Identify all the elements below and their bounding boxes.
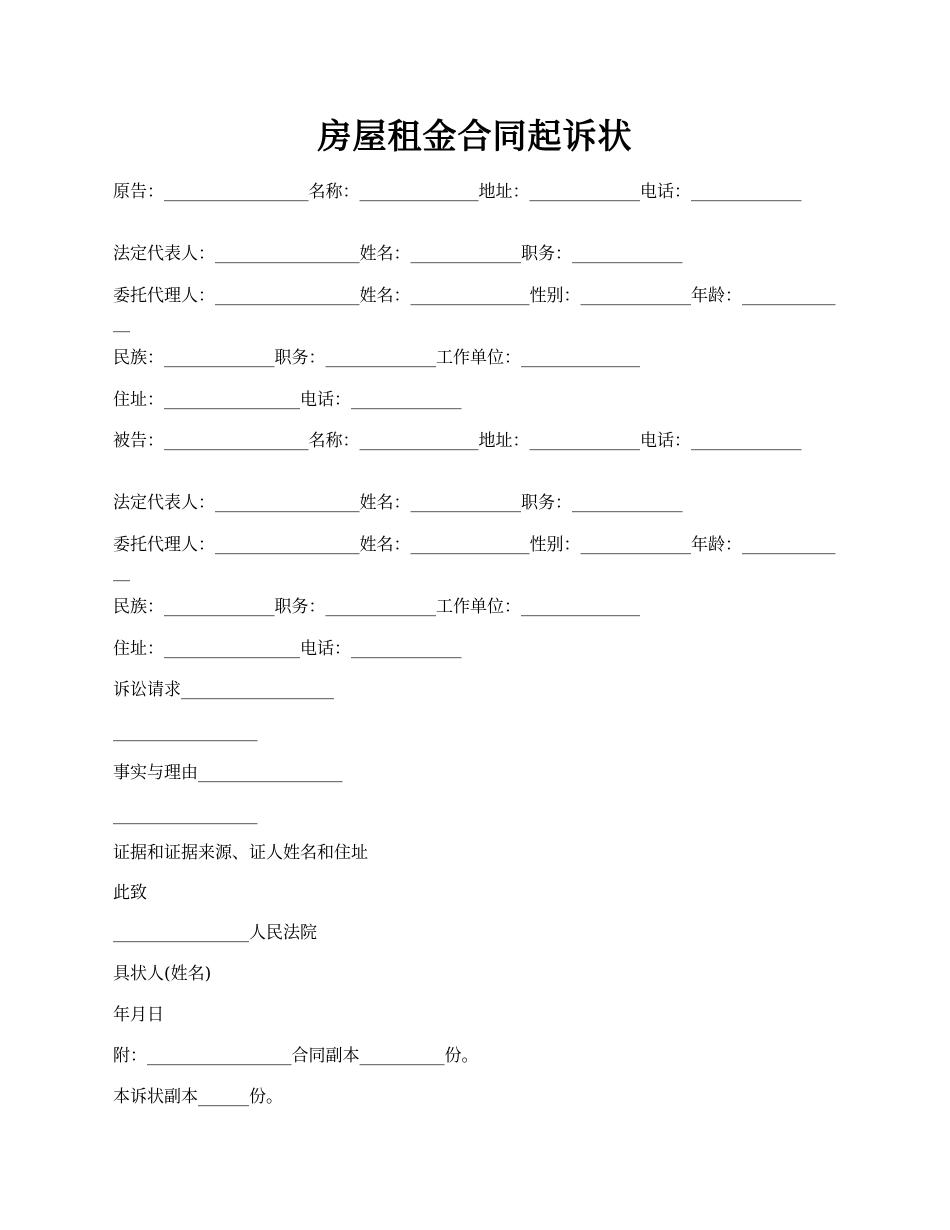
claims-continuation-line: _________________ [113,722,258,742]
facts-continuation-line: _________________ [113,805,258,825]
document-title: 房屋租金合同起诉状 [317,117,633,157]
plaintiff-address-line: 住址：________________电话：_____________ [113,390,462,410]
evidence-line: 证据和证据来源、证人姓名和住址 [113,843,368,863]
salutation-line: 此致 [113,883,147,903]
defendant-ethnicity-line: 民族：_____________职务：_____________工作单位：______________ [113,597,640,617]
facts-reasons-line: 事实与理由_________________ [113,763,343,783]
plaintiff-agent-line: 委托代理人：_________________姓名：______________性别：_____________年龄：_____________ [113,286,836,333]
defendant-agent-line: 委托代理人：_________________姓名：______________性别：_____________年龄：_____________ [113,535,836,582]
plaintiff-ethnicity-line: 民族：_____________职务：_____________工作单位：______________ [113,348,640,368]
defendant-legal-rep-line: 法定代表人：_________________姓名：_____________职务：_____________ [113,493,683,513]
defendant-line: 被告：_________________名称：______________地址：_____________电话：_____________ [113,431,802,451]
court-line: ________________人民法院 [113,923,317,943]
signatory-line: 具状人(姓名) [113,964,212,984]
plaintiff-line: 原告：_________________名称：______________地址：_____________电话：_____________ [113,182,802,202]
attachment-line: 附：_________________合同副本__________份。 [113,1046,479,1066]
plaintiff-legal-rep-line: 法定代表人：_________________姓名：_____________职务：_____________ [113,244,683,264]
date-line: 年月日 [113,1005,164,1025]
claims-line: 诉讼请求__________________ [113,680,334,700]
defendant-address-line: 住址：________________电话：_____________ [113,639,462,659]
copy-count-line: 本诉状副本______份。 [113,1087,283,1107]
